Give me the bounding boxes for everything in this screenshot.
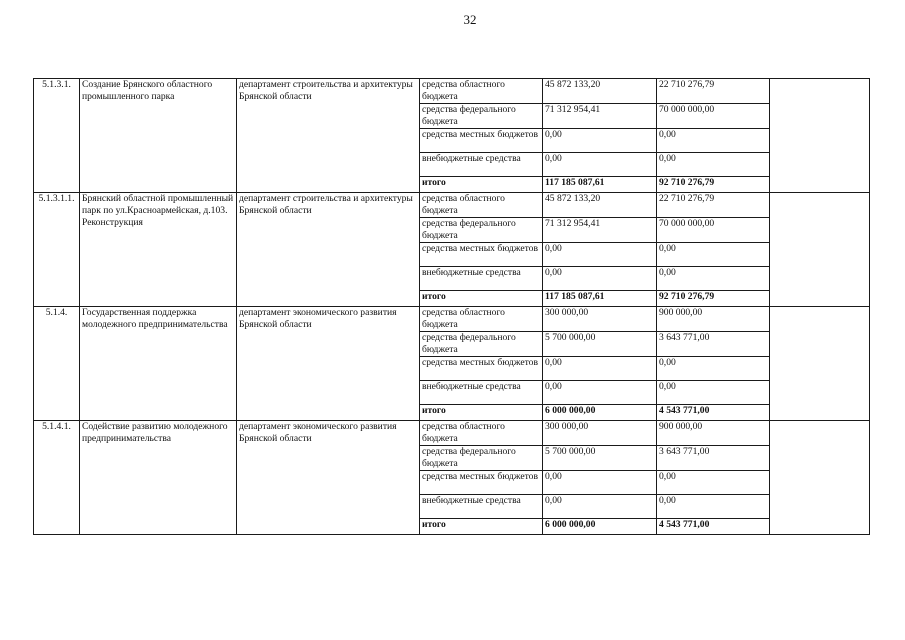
- item-department: департамент экономического развития Брянской области: [237, 421, 420, 535]
- table-row: [34, 421, 870, 446]
- total-amount-2: 4 543 771,00: [657, 405, 770, 421]
- funding-source: средства областного бюджета: [420, 307, 543, 332]
- amount-2: 0,00: [657, 495, 770, 519]
- amount-1: 0,00: [543, 243, 657, 267]
- amount-2: 22 710 276,79: [657, 79, 770, 104]
- total-label: итого: [420, 177, 543, 193]
- amount-1: 0,00: [543, 153, 657, 177]
- amount-1: 45 872 133,20: [543, 79, 657, 104]
- funding-source: внебюджетные средства: [420, 153, 543, 177]
- funding-source: внебюджетные средства: [420, 267, 543, 291]
- empty-cell: [770, 193, 870, 307]
- empty-cell: [770, 79, 870, 193]
- amount-1: 5 700 000,00: [543, 446, 657, 471]
- funding-source: средства областного бюджета: [420, 193, 543, 218]
- item-code: 5.1.3.1.1.: [34, 193, 80, 307]
- amount-2: 0,00: [657, 471, 770, 495]
- total-label: итого: [420, 291, 543, 307]
- budget-table-body: [34, 79, 870, 535]
- amount-2: 0,00: [657, 153, 770, 177]
- item-department: департамент строительства и архитектуры Брянской области: [237, 79, 420, 193]
- amount-1: 300 000,00: [543, 307, 657, 332]
- amount-1: 0,00: [543, 471, 657, 495]
- amount-1: 0,00: [543, 495, 657, 519]
- total-amount-2: 4 543 771,00: [657, 519, 770, 535]
- item-name: Создание Брянского областного промышленного парка: [80, 79, 237, 193]
- total-amount-1: 117 185 087,61: [543, 177, 657, 193]
- funding-source: средства местных бюджетов: [420, 357, 543, 381]
- funding-source: средства местных бюджетов: [420, 129, 543, 153]
- amount-2: 70 000 000,00: [657, 104, 770, 129]
- item-name: Брянский областной промышленный парк по ул.Красноармейская, д.103. Реконструкция: [80, 193, 237, 307]
- amount-2: 70 000 000,00: [657, 218, 770, 243]
- total-amount-1: 6 000 000,00: [543, 405, 657, 421]
- amount-2: 0,00: [657, 381, 770, 405]
- amount-1: 0,00: [543, 357, 657, 381]
- item-code: 5.1.3.1.: [34, 79, 80, 193]
- amount-1: 71 312 954,41: [543, 218, 657, 243]
- amount-2: 0,00: [657, 357, 770, 381]
- amount-2: 0,00: [657, 129, 770, 153]
- amount-1: 0,00: [543, 267, 657, 291]
- total-amount-1: 6 000 000,00: [543, 519, 657, 535]
- amount-2: 900 000,00: [657, 421, 770, 446]
- total-amount-2: 92 710 276,79: [657, 177, 770, 193]
- amount-1: 71 312 954,41: [543, 104, 657, 129]
- amount-2: 3 643 771,00: [657, 446, 770, 471]
- amount-1: 300 000,00: [543, 421, 657, 446]
- amount-2: 3 643 771,00: [657, 332, 770, 357]
- page-number: 32: [463, 12, 477, 27]
- amount-1: 0,00: [543, 381, 657, 405]
- amount-2: 0,00: [657, 243, 770, 267]
- funding-source: внебюджетные средства: [420, 381, 543, 405]
- item-name: Государственная поддержка молодежного предпринимательства: [80, 307, 237, 421]
- funding-source: внебюджетные средства: [420, 495, 543, 519]
- item-department: департамент строительства и архитектуры Брянской области: [237, 193, 420, 307]
- total-amount-1: 117 185 087,61: [543, 291, 657, 307]
- amount-2: 900 000,00: [657, 307, 770, 332]
- table-row: [34, 193, 870, 218]
- funding-source: средства областного бюджета: [420, 421, 543, 446]
- empty-cell: [770, 307, 870, 421]
- funding-source: средства областного бюджета: [420, 79, 543, 104]
- funding-source: средства федерального бюджета: [420, 218, 543, 243]
- amount-2: 22 710 276,79: [657, 193, 770, 218]
- item-code: 5.1.4.: [34, 307, 80, 421]
- funding-source: средства федерального бюджета: [420, 332, 543, 357]
- amount-1: 45 872 133,20: [543, 193, 657, 218]
- funding-source: средства местных бюджетов: [420, 471, 543, 495]
- amount-1: 0,00: [543, 129, 657, 153]
- table-row: [34, 307, 870, 332]
- amount-2: 0,00: [657, 267, 770, 291]
- funding-source: средства местных бюджетов: [420, 243, 543, 267]
- item-department: департамент экономического развития Брянской области: [237, 307, 420, 421]
- empty-cell: [770, 421, 870, 535]
- item-name: Содействие развитию молодежного предпринимательства: [80, 421, 237, 535]
- total-label: итого: [420, 519, 543, 535]
- budget-table: [33, 78, 870, 535]
- table-row: [34, 79, 870, 104]
- total-amount-2: 92 710 276,79: [657, 291, 770, 307]
- amount-1: 5 700 000,00: [543, 332, 657, 357]
- funding-source: средства федерального бюджета: [420, 446, 543, 471]
- total-label: итого: [420, 405, 543, 421]
- funding-source: средства федерального бюджета: [420, 104, 543, 129]
- item-code: 5.1.4.1.: [34, 421, 80, 535]
